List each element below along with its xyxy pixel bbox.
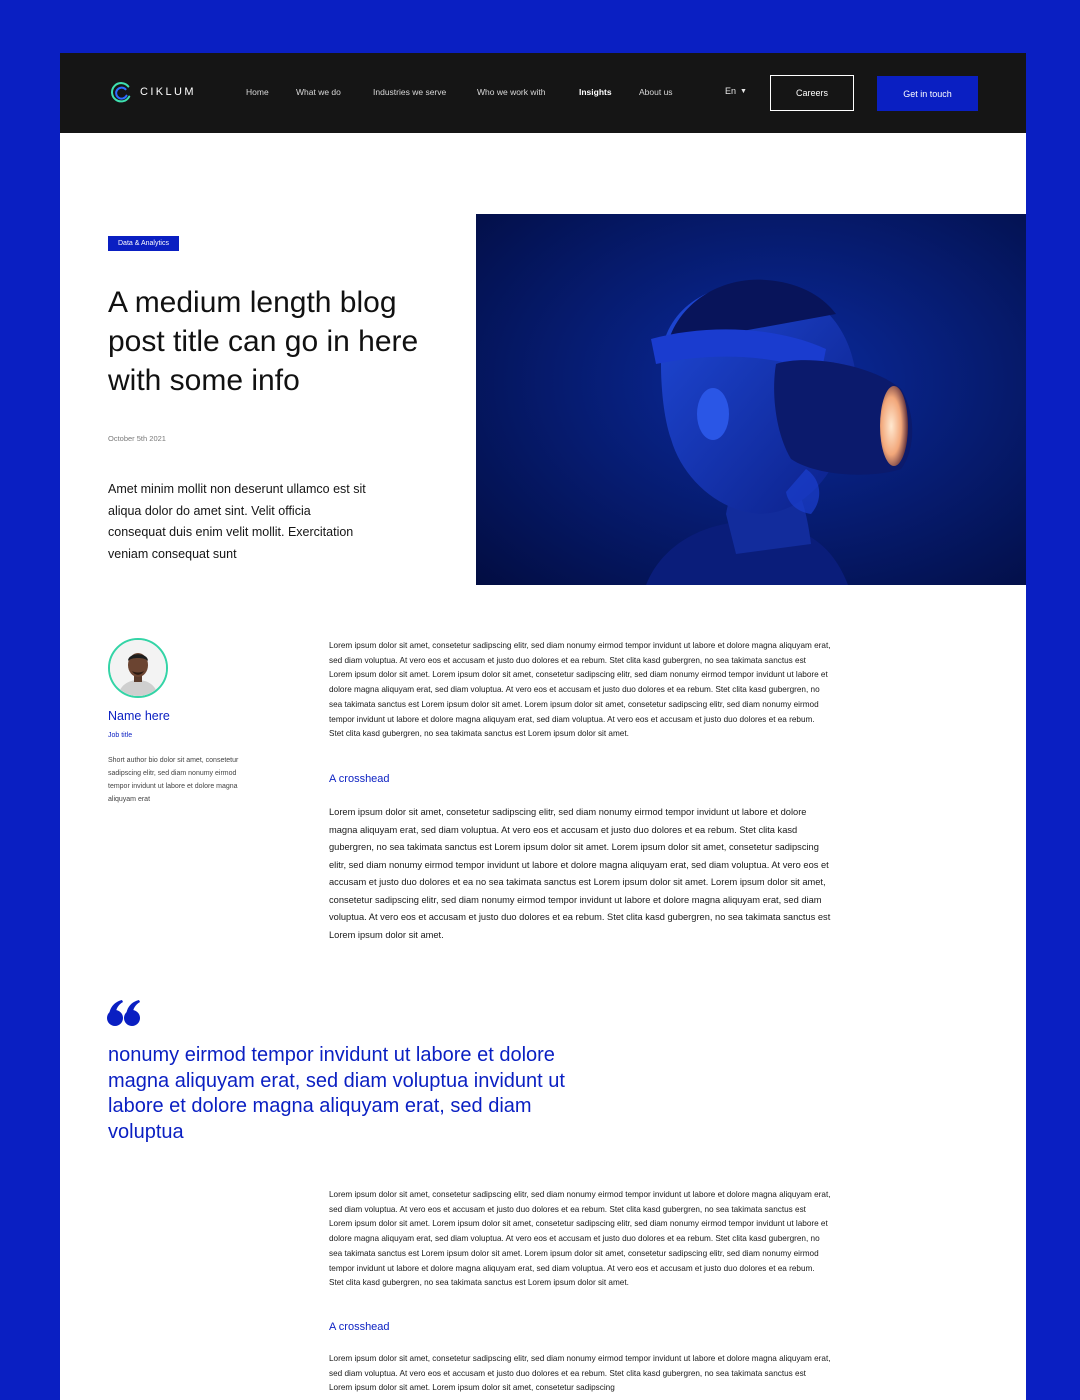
logo-wordmark: CIKLUM <box>140 86 196 98</box>
author-name[interactable]: Name here <box>108 709 170 723</box>
chevron-down-icon: ▼ <box>740 87 747 95</box>
nav-item-about-us[interactable]: About us <box>639 87 673 97</box>
quote-mark-icon <box>106 999 142 1027</box>
author-photo <box>110 640 166 696</box>
careers-button[interactable]: Careers <box>770 75 854 111</box>
language-label: En <box>725 86 737 96</box>
author-bio: Short author bio dolor sit amet, consetetur sadipscing elitr, sed diam nonumy eirmod tempor invidunt ut labore et dolore magna aliquyam erat <box>108 757 239 803</box>
publish-date: October 5th 2021 <box>108 434 166 443</box>
ciklum-logo-icon <box>110 81 132 103</box>
article-intro: Amet minim mollit non deserunt ullamco est sit aliqua dolor do amet sint. Velit officia consequat duis enim velit mollit. Exercitation veniam consequat sunt <box>108 482 366 561</box>
author-job-title: Job title <box>108 732 133 739</box>
page-frame <box>60 53 1026 1400</box>
logo[interactable] <box>110 81 196 103</box>
category-tag[interactable]: Data & Analytics <box>108 236 179 251</box>
nav-item-who-we-work-with[interactable]: Who we work with <box>477 87 546 97</box>
body-paragraph-1: Lorem ipsum dolor sit amet, consetetur sadipscing elitr, sed diam nonumy eirmod tempor invidunt ut labore et dolore magna aliquyam erat, sed diam voluptua. At vero eos et accusam et justo duo dolores et ea rebum. Stet clita kasd gubergren, no sea takimata sanctus est Lorem ipsum dolor sit amet. Lorem ipsum dolor sit amet, consetetur sadipscing elitr, sed diam nonumy eirmod tempor invidunt ut labore et dolore magna aliquyam erat, sed diam voluptua. At vero eos et accusam et justo duo dolores et ea rebum. Stet clita kasd gubergren, no sea takimata sanctus est Lorem ipsum dolor sit amet. Lorem ipsum dolor sit amet, consetetur sadipscing elitr, sed diam nonumy eirmod tempor invidunt ut labore et dolore magna aliquyam erat, sed diam voluptua. At vero eos et accusam et justo duo dolores et ea rebum. Stet clita kasd gubergren, no sea takimata sanctus est Lorem ipsum dolor sit amet. <box>329 641 831 739</box>
hero-image <box>476 214 1026 585</box>
nav-item-industries[interactable]: Industries we serve <box>373 87 447 97</box>
nav-item-insights[interactable]: Insights <box>579 87 612 97</box>
language-selector[interactable] <box>725 86 747 96</box>
crosshead-2: A crosshead <box>329 1321 390 1333</box>
body-paragraph-3: Lorem ipsum dolor sit amet, consetetur sadipscing elitr, sed diam nonumy eirmod tempor invidunt ut labore et dolore magna aliquyam erat, sed diam voluptua. At vero eos et accusam et justo duo dolores et ea rebum. Stet clita kasd gubergren, no sea takimata sanctus est Lorem ipsum dolor sit amet. Lorem ipsum dolor sit amet, consetetur sadipscing elitr, sed diam nonumy eirmod tempor invidunt ut labore et dolore magna aliquyam erat, sed diam voluptua. At vero eos et accusam et justo duo dolores et ea rebum. Stet clita kasd gubergren, no sea takimata sanctus est Lorem ipsum dolor sit amet. Lorem ipsum dolor sit amet, consetetur sadipscing elitr, sed diam nonumy eirmod tempor invidunt ut labore et dolore magna aliquyam erat, sed diam voluptua. At vero eos et accusam et justo duo dolores et ea rebum. Stet clita kasd gubergren, no sea takimata sanctus est Lorem ipsum dolor sit amet. <box>329 1190 831 1288</box>
nav-item-what-we-do[interactable]: What we do <box>296 87 341 97</box>
article-title: A medium length blog post title can go in here with some info <box>108 286 419 397</box>
body-paragraph-4: Lorem ipsum dolor sit amet, consetetur sadipscing elitr, sed diam nonumy eirmod tempor invidunt ut labore et dolore magna aliquyam erat, sed diam voluptua. At vero eos et accusam et justo duo dolores et ea rebum. Stet clita kasd gubergren, no sea takimata sanctus est Lorem ipsum dolor sit amet. Lorem ipsum dolor sit amet, consetetur sadipscing <box>329 1354 831 1393</box>
site-header <box>60 53 1026 133</box>
get-in-touch-button[interactable]: Get in touch <box>877 76 978 111</box>
body-paragraph-2: Lorem ipsum dolor sit amet, consetetur sadipscing elitr, sed diam nonumy eirmod tempor invidunt ut labore et dolore magna aliquyam erat, sed diam voluptua. At vero eos et accusam et justo duo dolores et ea rebum. Stet clita kasd gubergren, no sea takimata sanctus est Lorem ipsum dolor sit amet. Lorem ipsum dolor sit amet, consetetur sadipscing elitr, sed diam nonumy eirmod tempor invidunt ut labore et dolore magna aliquyam erat, sed diam voluptua. At vero eos et accusam et justo duo dolores et ea no sea takimata sanctus est Lorem ipsum dolor sit amet. Lorem ipsum dolor sit amet, consetetur sadipscing elitr, sed diam nonumy eirmod tempor invidunt ut labore et dolore magna aliquyam erat, sed diam voluptua. At vero eos et accusam et justo duo dolores et ea rebum. Stet clita kasd gubergren, no sea takimata sanctus est Lorem ipsum dolor sit amet. <box>329 807 831 940</box>
pull-quote: nonumy eirmod tempor invidunt ut labore et dolore magna aliquyam erat, sed diam voluptua invidunt ut labore et dolore magna aliquyam erat, sed diam voluptua <box>108 1044 565 1143</box>
nav-item-home[interactable]: Home <box>246 87 269 97</box>
author-avatar <box>108 638 168 698</box>
crosshead-1: A crosshead <box>329 773 390 785</box>
